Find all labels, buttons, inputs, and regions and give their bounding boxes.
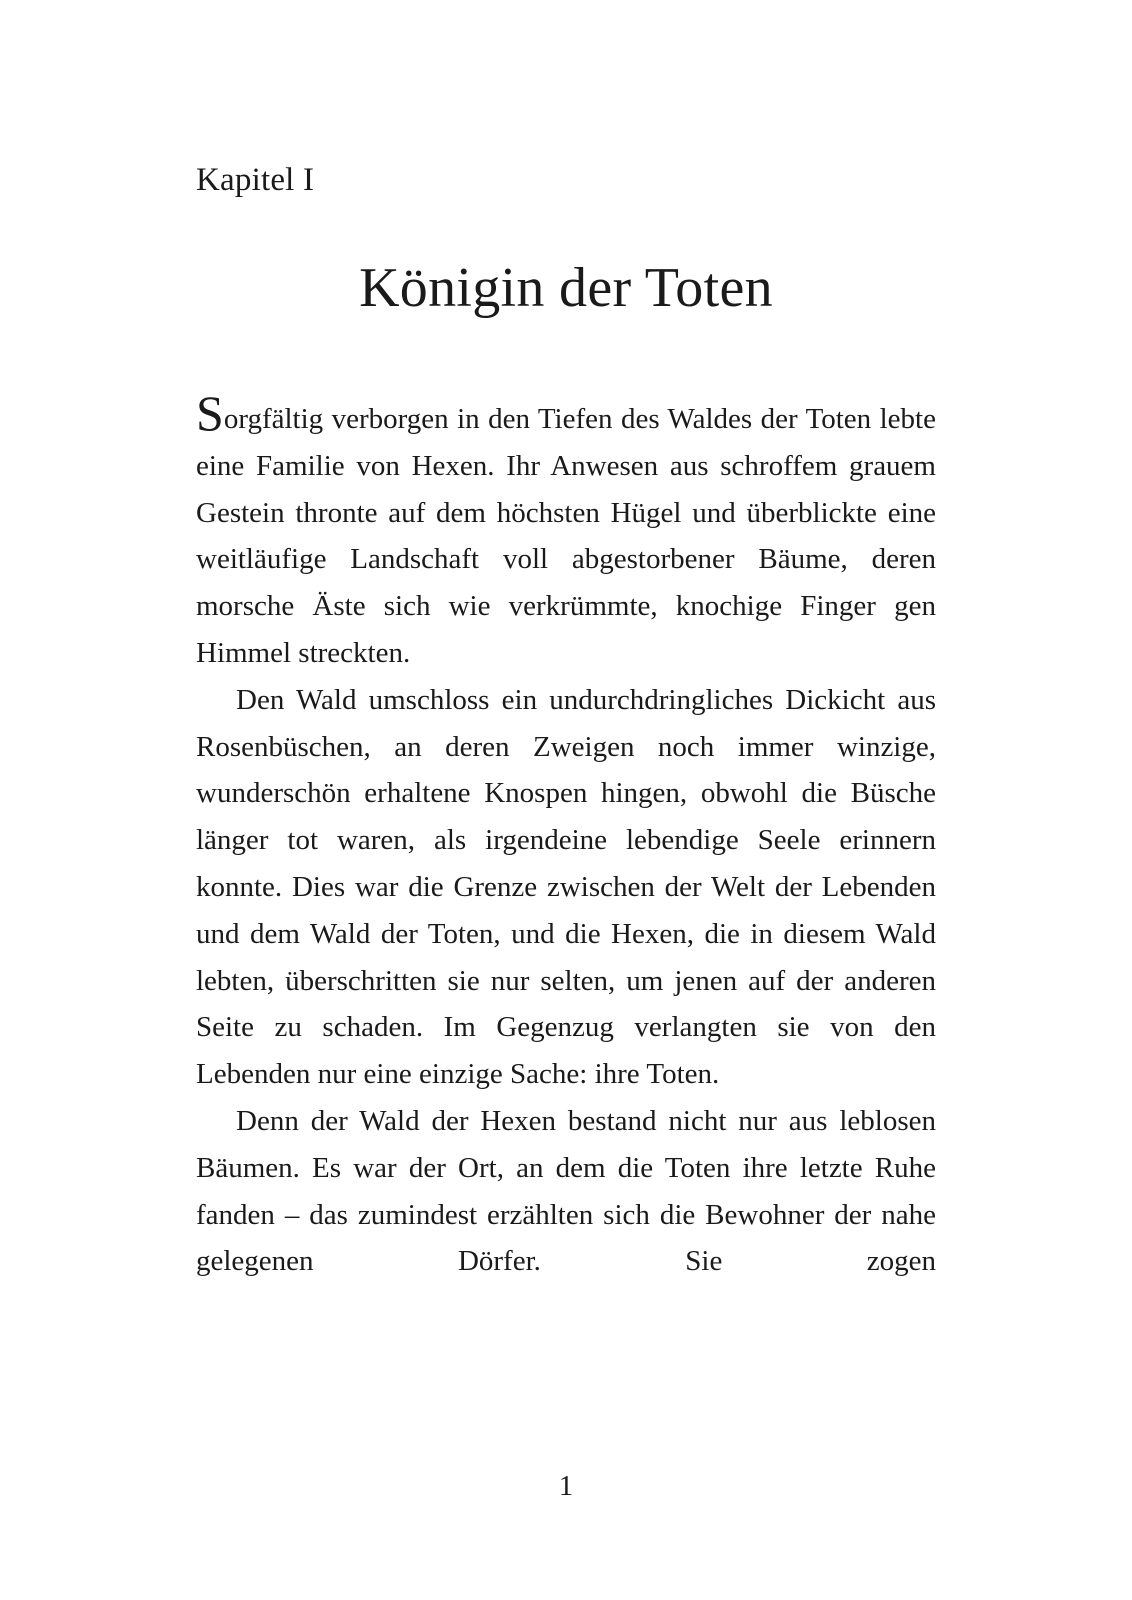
chapter-title: Königin der Toten xyxy=(359,257,773,319)
paragraph-2: Den Wald umschloss ein undurchdringliches Dickicht aus Rosenbüschen, an deren Zweigen noch immer winzige, wunderschön erhaltene Knospen hingen, obwohl die Büsche länger tot waren, als irgendeine lebendige Seele erinnern konnte. Dies war die Grenze zwischen der Welt der Lebenden und dem Wald der Toten, und die Hexen, die in diesem Wald lebten, überschritten sie nur selten, um jenen auf der anderen Seite zu schaden. Im Gegenzug verlangten sie von den Lebenden nur eine einzige Sache: ihre Toten. xyxy=(196,683,936,1091)
paragraph-1 xyxy=(196,385,936,677)
drop-cap: S xyxy=(196,385,224,441)
paragraph-1-text: orgfältig verborgen in den Tiefen des Waldes der Toten lebte eine Familie von Hexen. Ihr Anwesen aus schroffem grauem Gestein thronte auf dem höchsten Hügel und überblickte eine weitläufige Landschaft voll abgestorbener Bäume, deren morsche Äste sich wie verkrümmte, knochige Finger gen Himmel streckten. xyxy=(196,403,936,669)
chapter-label: Kapitel I xyxy=(196,162,315,198)
page-number: 1 xyxy=(558,1470,574,1502)
paragraph-3: Denn der Wald der Hexen bestand nicht nur aus leblosen Bäumen. Es war der Ort, an dem die Toten ihre letzte Ruhe fanden – das zumindest erzählten sich die Bewohner der nahe gelegenen Dörfer. Sie zogen xyxy=(196,1104,936,1278)
body-text xyxy=(196,385,936,1285)
